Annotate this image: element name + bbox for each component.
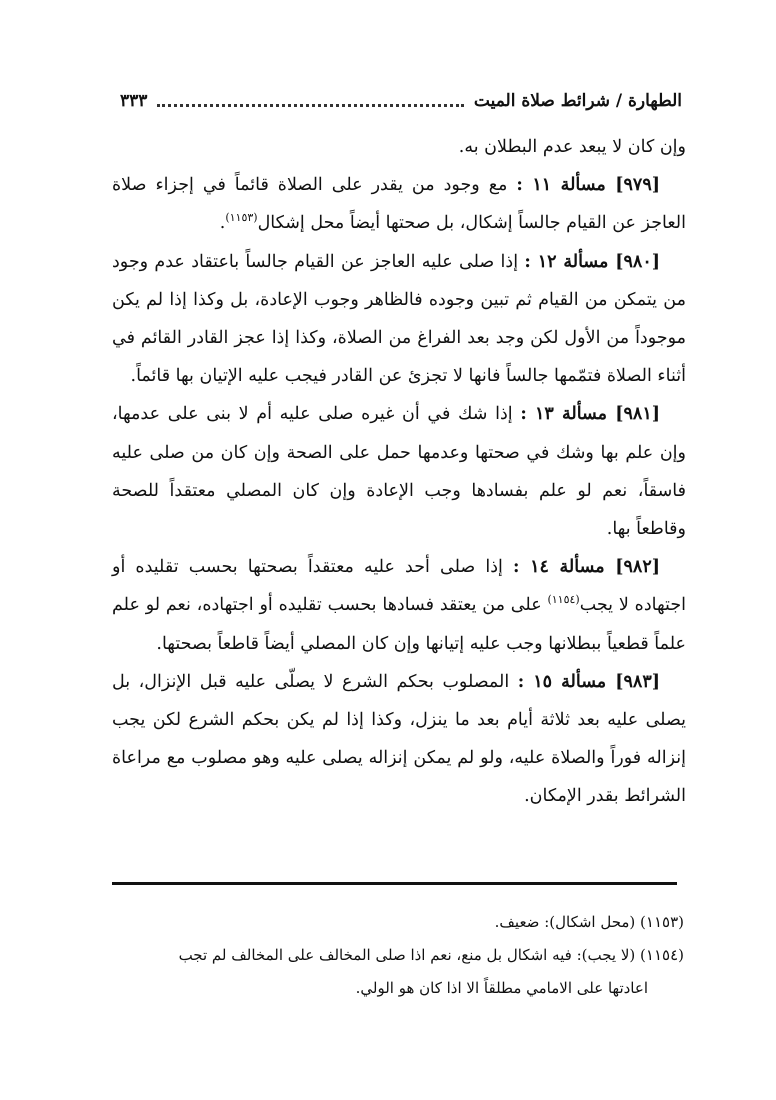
main-text <box>112 128 686 816</box>
issue-text: إذا صلى أحد عليه معتقداً بصحتها بحسب تقليده أو اجتهاده لا يجب <box>112 557 686 616</box>
footnote-1154-continued: اعادتها على الامامي مطلقاً الا اذا كان هو الولي. <box>355 979 648 997</box>
issue-text: إذا صلى عليه العاجز عن القيام جالساً باعتقاد عدم وجود من يتمكن من القيام ثم تبين وجوده فالظاهر وجوب الإعادة، بل وكذا إذا لم يكن موجوداً من الأول لكن وجد بعد الفراغ من الصلاة، وكذا إذا عجز القادر القائم في أثناء الصلاة فتمّمها جالساً فانها لا تجزئ عن القادر فيجب عليه الإتيان بها قائماً. <box>112 251 686 387</box>
issue-text-end: على من يعتقد فسادها بحسب تقليده أو اجتهاده، نعم لو علم علماً قطعياً ببطلانها وجب عليه إتيانها وإن كان المصلي أيضاً قاطعاً بصحتها. <box>112 595 686 654</box>
page-number: ٣٣٣ <box>120 91 148 111</box>
header-leader-dots <box>157 104 463 107</box>
paragraph-continuation <box>112 128 686 166</box>
running-title: الطهارة / شرائط صلاة الميت <box>473 91 682 111</box>
issue-983 <box>112 663 686 816</box>
issue-label: [٩٨١] مسألة ١٣ : <box>520 404 661 425</box>
footnote-ref-1153[interactable]: (١١٥٣) <box>225 211 258 225</box>
issue-label: [٩٨٢] مسألة ١٤ : <box>512 557 660 578</box>
issue-text: مع وجود من يقدر على الصلاة قائماً في إجزاء صلاة العاجز عن القيام جالساً إشكال، بل صحتها أيضاً محل إشكال <box>112 175 686 234</box>
footnote-1153: (١١٥٣) (محل اشكال): ضعيف. <box>494 913 684 931</box>
footnotes <box>112 906 684 1005</box>
page-header <box>120 84 682 118</box>
footnote-ref-1154[interactable]: (١١٥٤) <box>547 593 580 607</box>
issue-label: [٩٧٩] مسألة ١١ : <box>516 175 660 196</box>
issue-text-end: . <box>219 213 226 234</box>
paragraph-text: وإن كان لا يبعد عدم البطلان به. <box>458 137 686 157</box>
issue-text: المصلوب بحكم الشرع لا يصلّى عليه قبل الإنزال، بل يصلى عليه بعد ثلاثة أيام بعد ما ينزل، وكذا إذا لم يكن بحكم الشرع لكن يجب إنزاله فوراً والصلاة عليه، ولو لم يمكن إنزاله يصلى عليه وهو مصلوب مع مراعاة الشرائط بقدر الإمكان. <box>112 671 686 807</box>
footnote-divider <box>112 882 677 885</box>
issue-982 <box>112 548 686 663</box>
issue-981 <box>112 395 686 548</box>
issue-979 <box>112 166 686 242</box>
issue-label: [٩٨٣] مسألة ١٥ : <box>517 671 660 692</box>
issue-text: إذا شك في أن غيره صلى عليه أم لا بنى على عدمها، وإن علم بها وشك في صحتها وعدمها حمل على الصحة وإن كان من صلى عليه فاسقاً، نعم لو علم بفسادها وجب الإعادة وإن كان المصلي معتقداً للصحة وقاطعاً بها. <box>112 404 686 540</box>
issue-980 <box>112 243 686 396</box>
footnote-1154: (١١٥٤) (لا يجب): فيه اشكال بل منع، نعم اذا صلى المخالف على المخالف لم تجب <box>178 946 684 964</box>
issue-label: [٩٨٠] مسألة ١٢ : <box>524 251 660 272</box>
